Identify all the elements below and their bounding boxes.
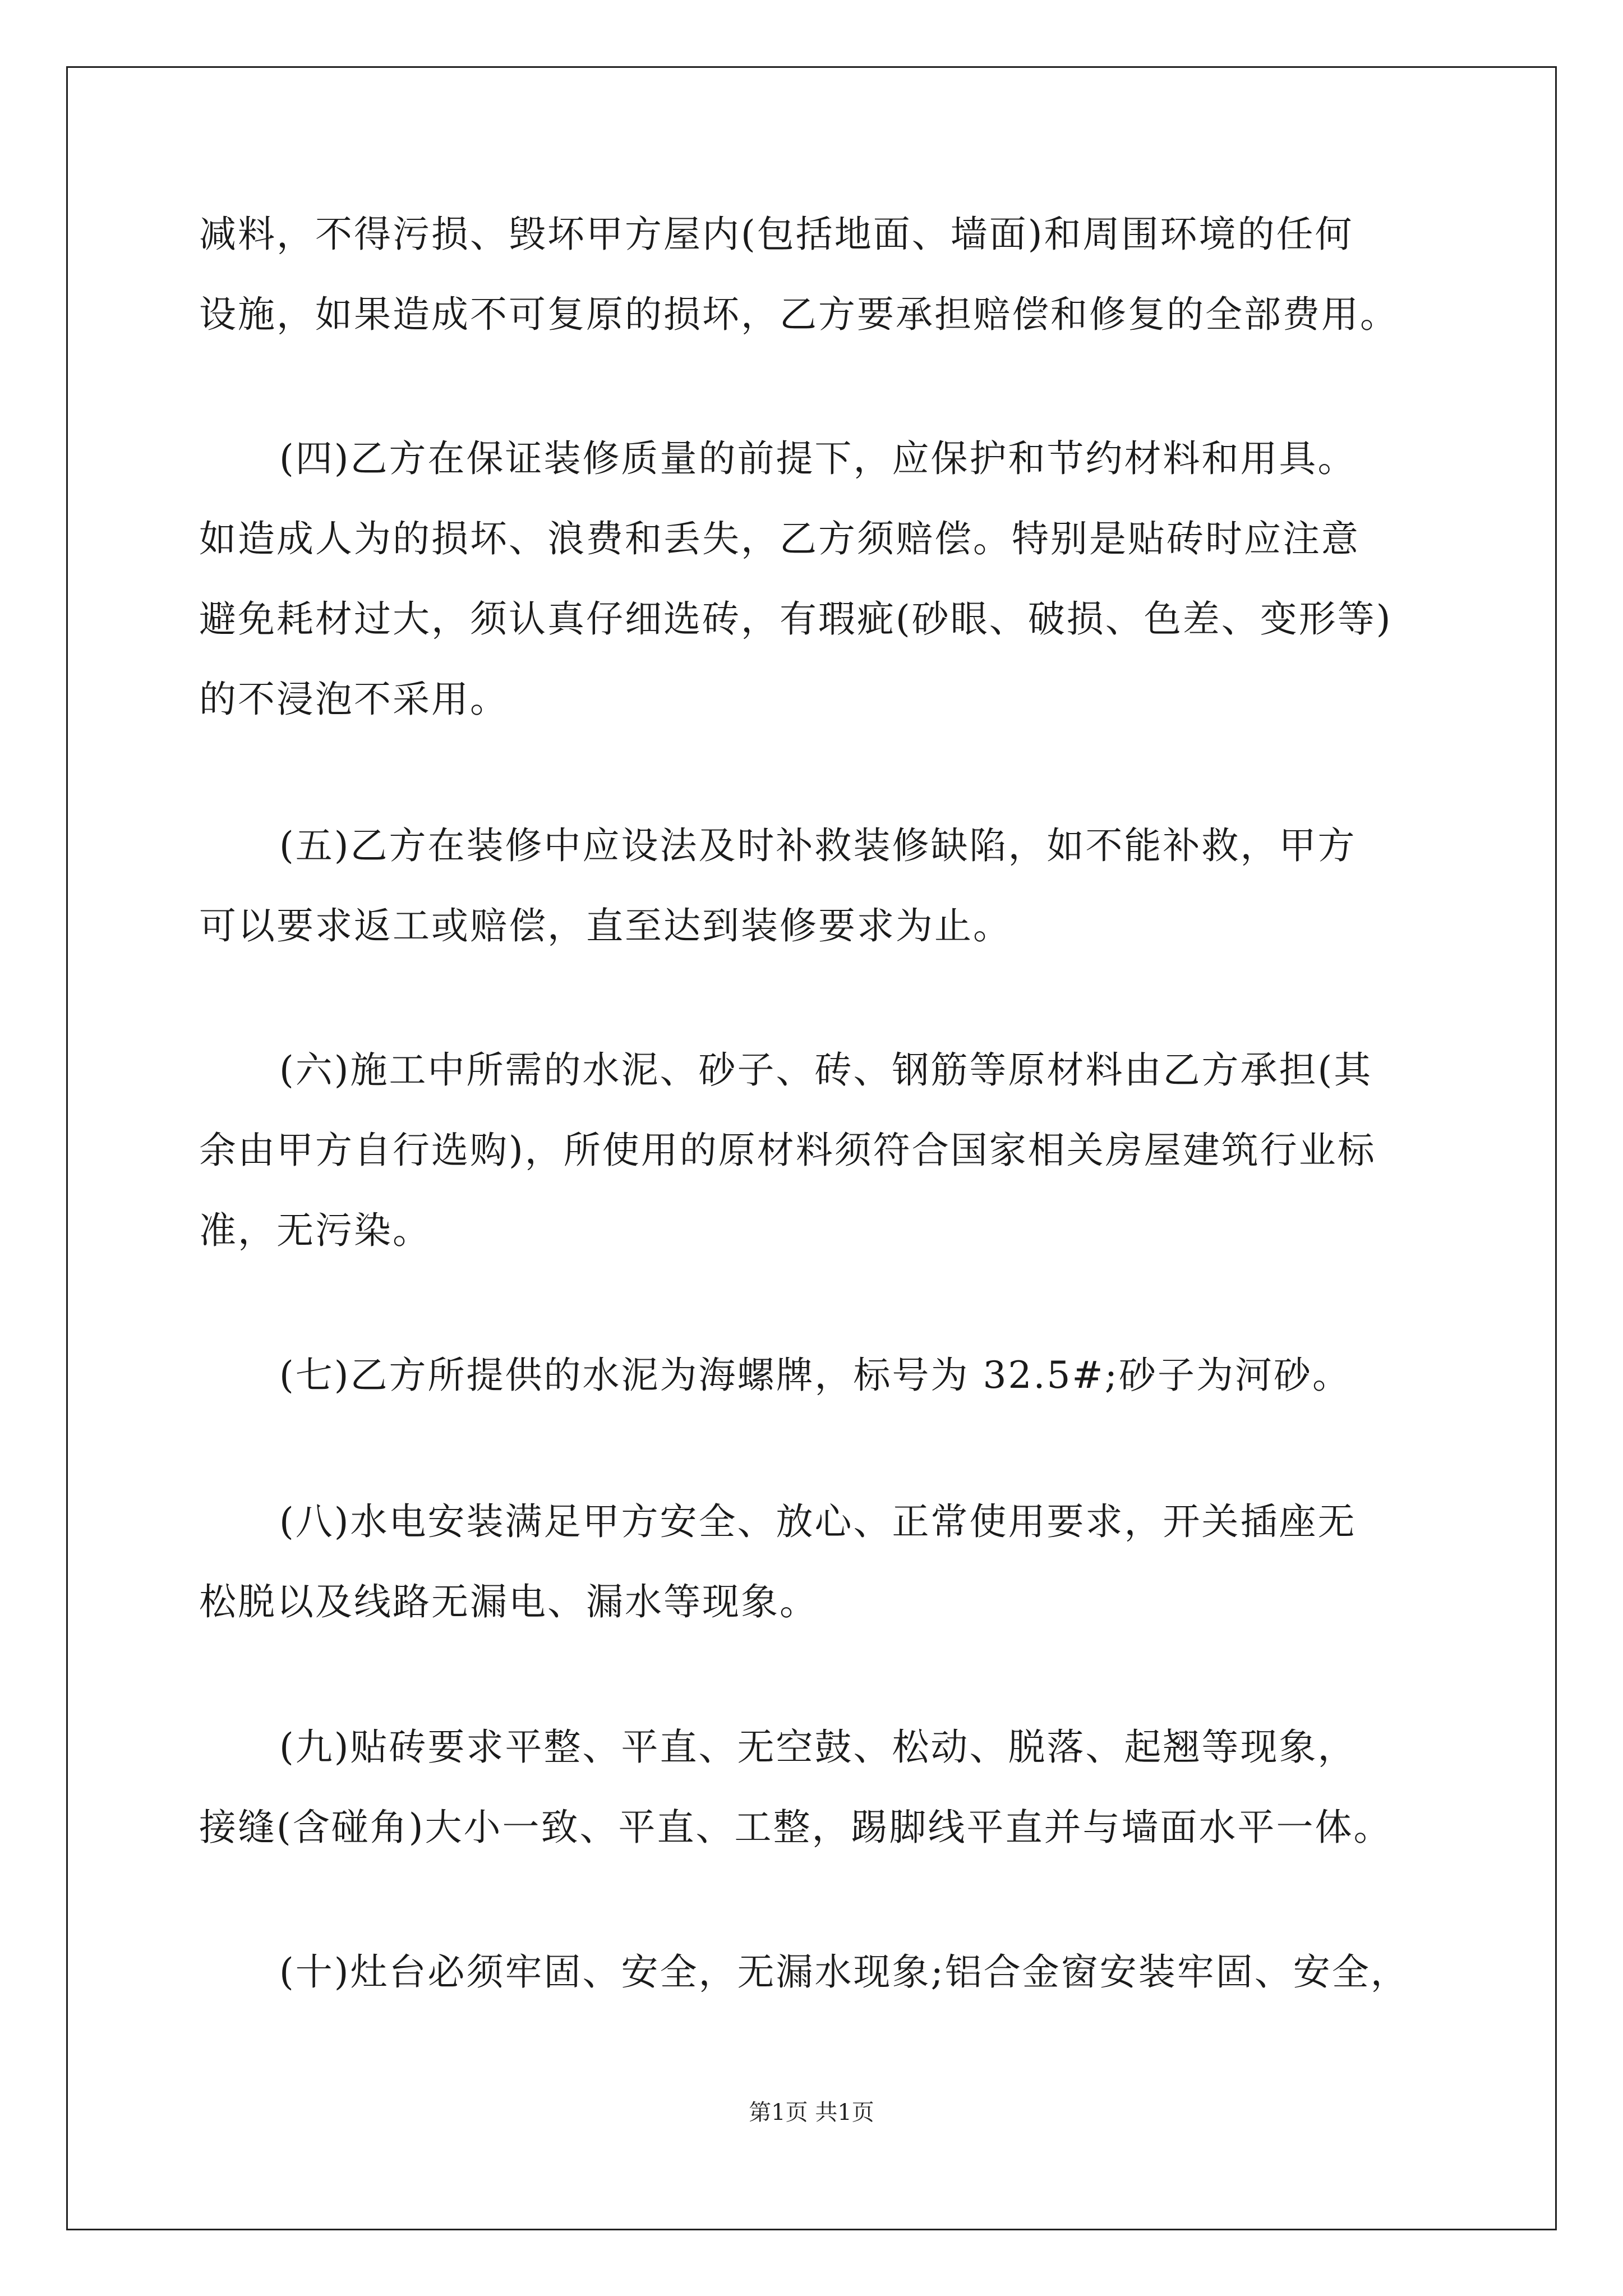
paragraph-6-start: (六)施工中所需的水泥、砂子、砖、钢筋等原材料由乙方承担(其: [279, 1048, 1373, 1092]
text-line: 设施，如果造成不可复原的损坏，乙方要承担赔偿和修复的全部费用。: [199, 293, 1399, 336]
paragraph-8-start: (八)水电安装满足甲方安全、放心、正常使用要求，开关插座无: [279, 1500, 1357, 1543]
paragraph-10-start: (十)灶台必须牢固、安全，无漏水现象;铝合金窗安装牢固、安全，: [279, 1950, 1409, 1994]
text-line: 余由甲方自行选购)，所使用的原材料须符合国家相关房屋建筑行业标: [199, 1129, 1376, 1172]
text-line: 避免耗材过大，须认真仔细选砖，有瑕疵(砂眼、破损、色差、变形等): [199, 597, 1393, 641]
paragraph-4-start: (四)乙方在保证装修质量的前提下，应保护和节约材料和用具。: [279, 437, 1357, 480]
text-line: 可以要求返工或赔偿，直至达到装修要求为止。: [199, 904, 1012, 947]
paragraph-7: (七)乙方所提供的水泥为海螺牌，标号为 32.5#;砂子为河砂。: [279, 1354, 1351, 1397]
text-line: 松脱以及线路无漏电、漏水等现象。: [199, 1580, 818, 1623]
paragraph-9-start: (九)贴砖要求平整、平直、无空鼓、松动、脱落、起翘等现象，: [279, 1726, 1357, 1769]
page-number: 第1页 共1页: [749, 2100, 874, 2125]
text-line: 的不浸泡不采用。: [199, 678, 509, 721]
text-line: 接缝(含碰角)大小一致、平直、工整，踢脚线平直并与墙面水平一体。: [199, 1806, 1393, 1849]
text-line: 如造成人为的损坏、浪费和丢失，乙方须赔偿。特别是贴砖时应注意: [199, 517, 1360, 560]
text-line: 准，无污染。: [199, 1209, 431, 1252]
text-line: 减料，不得污损、毁坏甲方屋内(包括地面、墙面)和周围环境的任何: [199, 213, 1354, 256]
paragraph-5-start: (五)乙方在装修中应设法及时补救装修缺陷，如不能补救，甲方: [279, 824, 1357, 867]
